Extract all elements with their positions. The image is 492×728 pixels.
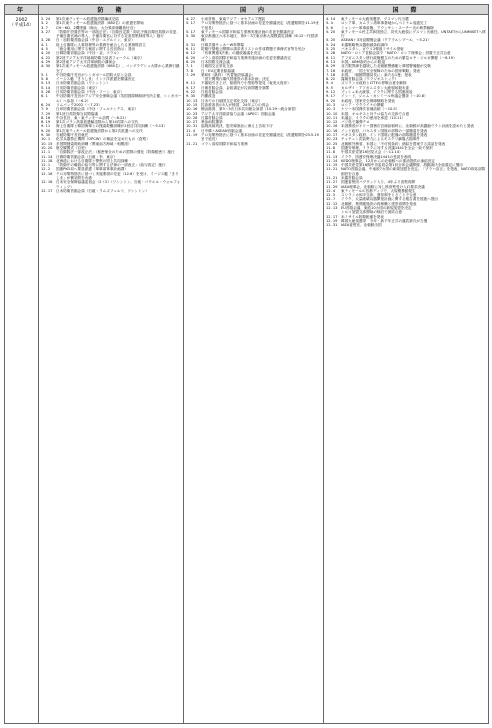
event-text: リムパック2002（～7.23） (56, 102, 102, 107)
event-text: 日米防衛首脳会談（ワシントン） (56, 81, 110, 86)
year-cell (5, 15, 39, 724)
event-text: 日米防衛首脳会談（石破・ラムズフェルド、ワシントン） (56, 188, 149, 193)
event-date: 9. 5 (326, 85, 333, 90)
event-text: イラク、大量破壊兵器開発計画に関する報告書を国連へ提出 (341, 197, 438, 202)
event-text: 拉致被害者の5人が帰国、24年ぶりの再会 (201, 102, 269, 107)
event-date: 5. 8 (41, 77, 48, 82)
event-date: 10. 3 (326, 102, 336, 107)
event-text: 米国務省がケリー国務次官補訪朝時に、北朝鮮が高濃縮ウラン計画を認めたと発表 (341, 124, 474, 129)
event-text: NATO首脳会議、中東欧7カ国の新規加盟を決定。「プラハ宣言」を発表、NATO即応部隊創設を合意 (341, 167, 486, 176)
event-text: 中谷防衛庁長官がアジア安全保障会議（英国国際戦略研究所主催、シンガポール）へ参加（～6.2） (56, 94, 182, 103)
event-date: 5. 4 (326, 21, 333, 26)
event-date: 12. 7 (326, 197, 336, 202)
event-text: 北海道における自衛隊と警察の図上共同訓練 (56, 158, 128, 163)
defense-event (39, 64, 183, 73)
event-text: アフガニスタン移行政権樹立のための緊急ロヤ・ジルガ開催（～6.19） (341, 55, 457, 60)
header-defense: 防 衛 (39, 5, 184, 15)
event-date: 10. 10 (326, 111, 338, 116)
defense-event (39, 180, 183, 189)
event-text: イージス艦「きりしま」インド洋派遣を閣議決定 (56, 77, 135, 82)
event-text: 日英防衛首脳会談（中谷・フーン、東京） (56, 90, 124, 95)
event-date: 4. 1 (41, 42, 48, 47)
body-row (5, 15, 489, 724)
defense-event (39, 172, 183, 181)
event-date: 8. 19 (41, 120, 51, 125)
event-text: 不審船引き上げ、船舶内で小型船等発見（奄美大島沖） (201, 81, 291, 86)
event-text: 中谷長官、東・東ティモール訪問（～8.21） (56, 115, 129, 120)
event-date: 12. 5 (326, 193, 336, 198)
defense-event (39, 94, 183, 103)
event-text: 東ティモール大統領選挙、グスマン氏当選 (341, 17, 409, 21)
event-date: 11. 27 (326, 180, 338, 185)
event-date: 9. 17 (186, 85, 196, 90)
year-era: （平成14） (9, 23, 34, 29)
event-text: 「自衛隊法一部改正法」（秘密保全のための罰則の強化（防衛秘密））施行 (56, 150, 175, 155)
event-date: 10. 12 (326, 120, 338, 125)
event-text: 国連安保理、イラクに対する決議1441を全会一致で採択 (341, 145, 433, 150)
event-date: 6. 29 (326, 64, 336, 69)
event-text: 米議会、イラクの使用を承認（10.11） (341, 115, 406, 120)
event-text: 横浜港湾、第3～5次日米共同統合演習（10.29～統合演習） (201, 107, 299, 112)
event-text: 米露戦略核兵器削減条約調印 (341, 42, 388, 47)
event-text: インド政府、パキスタン国境の部隊の一部撤退を発表 (341, 128, 428, 133)
event-text: 日米安全保障協議委員会（2＋2）（ワシントン、石破・パウエル・ウォルフォウィッツ） (56, 180, 181, 189)
domestic-event (184, 34, 323, 43)
event-text: ケリー米国務次官補訪朝（～10.5） (341, 107, 400, 112)
event-date: 5. 17 (186, 29, 196, 34)
event-date: 10. 23 (326, 137, 338, 142)
event-date: 10. 26 (186, 115, 198, 120)
event-text: カルザイ・アフガニスタン大統領暗殺未遂 (341, 85, 409, 90)
event-date: 11. 14 (41, 154, 53, 159)
event-date: 10. 3 (326, 107, 336, 112)
event-text: ゴラン高原国際平和協力業務 (201, 141, 248, 146)
event-text: ズリランカ政府とLTTEの停戦合意を解除 (341, 81, 407, 86)
event-text: イラク、国連安保理決議1441の受諾を表明 (341, 154, 412, 159)
event-date: 10. 13 (186, 98, 198, 103)
event-text: 東ティモールの首都ディリで、大規模暴動発生 (341, 188, 416, 193)
event-text: 中谷防衛庁長官がシンガポール国防大臣と会談 (56, 72, 132, 77)
event-date: 9. 20 (41, 128, 51, 133)
event-text: 第2回東アジア太平洋軍病院の講演会 (56, 59, 116, 64)
event-text: 航空観閲式（百里） (56, 145, 89, 150)
event-text: 第2回アジア太平洋地域防衛当局者フォーラム（東京） (56, 55, 145, 60)
event-text: 米露首脳会談 (341, 175, 363, 180)
event-text: 小泉首相、東南アジア・オセアニア歴訪 (201, 17, 266, 21)
event-text: 国連PKO局へ要員派遣（軍事部軍事計画課） (56, 167, 128, 172)
event-date: 6. 13 (326, 59, 336, 64)
event-text: 日・加防衛首脳会談（中谷・エグルトン、東京） (56, 38, 135, 43)
event-text: 第1回日英防衛当局間協議 (56, 111, 98, 116)
event-text: 東京都港区六本木地区、第5～7次東京都大規模震災訓練（6.12～代替訓練） (201, 34, 318, 43)
domestic-event (184, 142, 323, 146)
event-date: 10. 11 (326, 115, 338, 120)
event-date: 4. 22 (41, 55, 51, 60)
event-text: 北朝鮮、核関連施設の再稼働と建設再開を発表 (341, 201, 417, 206)
defense-column (39, 15, 184, 724)
event-date: 7. 9 (41, 107, 48, 112)
event-date: 10. 17 (326, 133, 338, 138)
domestic-event (184, 21, 323, 30)
event-text: ブッシュ米大統領、イラクに関する国連演説 (341, 90, 413, 95)
event-date: 12. 12 (326, 201, 338, 206)
event-date: 5. 1 (41, 72, 48, 77)
event-date: 10. 27 (186, 120, 198, 125)
event-date: 5. 20 (326, 29, 336, 34)
event-text: 福岡高裁判決、慰安婦訴訟に係る上告取下げ (201, 124, 273, 129)
event-date: 9. 30 (41, 133, 51, 138)
event-text: ロシア・ウクライナの開催 (341, 102, 385, 107)
event-date: 6. 1 (41, 94, 48, 99)
event-date: 10. 20 (41, 145, 53, 150)
event-date: 11. 18 (41, 158, 53, 163)
event-date: 11. 8 (326, 145, 336, 150)
event-text: 日欧首脳会談 (201, 90, 223, 95)
event-text: 日・EU定期首脳協議 (201, 68, 235, 73)
event-date: 10. 15 (186, 102, 198, 107)
event-text: テロ対策特措法に基づく基本計画の変更を閣議決定（派遣期間を03.5.19まで延長） (201, 133, 319, 142)
event-text: スリランカ和平交渉、連邦制をとることで合意 (341, 193, 417, 198)
event-text: アジア太平洋経済協力会議（APEC）首脳会議 (201, 111, 275, 116)
event-text: CH－6D、2機墜落（館山、大分県沖縁離島付近） (56, 25, 137, 30)
event-text: 衆参両院選挙 (201, 120, 223, 125)
event-date: 12. 17 (41, 188, 53, 193)
event-date: 11. 13 (326, 154, 338, 159)
event-text: 「防衛庁設置法等の一部改正法」（自衛官定数・即応予備自衛官員数の変更、予備自衛官補の導入、予備自衛官に対する災害招集制度導入）施行 (56, 29, 180, 39)
event-text: 東ティモール民主共和国独立、初代大統領にグスマン氏就任。UNTAETからUNMISETへ移行 (341, 29, 486, 39)
event-text: KEDO理事会、12月からの北朝鮮への重油提供の凍結決定 (341, 158, 435, 163)
event-date: 9. 11 (186, 81, 196, 86)
event-text: EU首脳会議、東欧10カ国の新規加盟を決定 (341, 206, 412, 211)
event-text: ゴラン高原国際平和協力業務実施計画の変更を閣議決定 (201, 55, 291, 60)
event-date: 3. 28 (41, 38, 51, 43)
event-text: ミャンマー軍事政権、アウンサン・スーチー氏の軟禁解除 (341, 25, 435, 30)
event-text: 米ミサイル防衛配備を発表 (341, 214, 384, 219)
event-text: 日朝国交正常化交渉 (201, 64, 234, 69)
event-date: 5. 31 (186, 42, 196, 47)
event-text: 日米での日朝国交正常化交渉（東京） (201, 98, 263, 103)
event-text: 中国共産党第16回党大会（～11.14） (341, 150, 403, 155)
event-text: ロシア軍、カムラン湾軍事基地からベトナム返還完了 (341, 21, 428, 26)
event-text: パキスタン、ガウリ2弾道ミサイル発射 (341, 47, 404, 52)
event-text: 米国、「朝鮮問題局長に」新たな1隻」発表 (341, 72, 412, 77)
header-year: 年 (5, 5, 39, 15)
defense-event (39, 189, 183, 193)
event-text: 多国間捜索救助訓練（関東南方海域・相模湾） (56, 141, 132, 146)
event-text: テロ対策特措法に基づく実施要項の変更（12.6）を受け、イージス艦「きりしま」が横須賀を出港 (56, 171, 179, 180)
event-text: 北朝鮮外務省、米国に「不可侵条約」締結を提案する談話を発表 (341, 141, 446, 146)
event-date: 7. 16 (326, 68, 336, 73)
event-text: 米政府、国家安全保障戦略を発表 (341, 98, 395, 103)
event-text: トルコ加盟交渉開始の検討で最終合意 (341, 210, 403, 215)
international-column (324, 15, 489, 724)
event-date: 7. 8 (186, 68, 193, 73)
year-value: 2002 (15, 18, 28, 23)
event-date: 3. 7 (41, 25, 48, 30)
event-text: パキスタン政府、インド国境に配備の部隊撤退を発表 (341, 133, 428, 138)
event-text: NATO－ロシア首脳会談で「NATO・ロシア理事会」設置で正式合意 (341, 51, 451, 56)
event-date: 10. 16 (326, 128, 338, 133)
event-date: 3. 27 (41, 29, 51, 34)
event-date: 7. 29 (186, 72, 196, 77)
event-text: ASEAN＋3対話閣僚会議（クアラルンプール、～5.21） (341, 38, 432, 43)
event-text: 露朝首脳会談（ウラジオストック） (341, 77, 399, 82)
international-event (324, 167, 488, 176)
event-text: 日露首脳会談 (201, 115, 223, 120)
header-domestic: 国 内 (184, 5, 324, 15)
event-date: 12. 16 (41, 180, 53, 185)
event-text: 日英防衛首脳会談（東京） (56, 85, 100, 90)
event-date: 12. 19 (326, 218, 338, 223)
event-text: 北方限界線を越境した北朝鮮警備艇と韓国警備艇が交戦 (341, 64, 431, 69)
event-date: 11. 21 (186, 141, 198, 146)
event-text: 第8回（最終）「代替施設協議会」 (201, 72, 256, 77)
event-date: 11. 1 (41, 150, 51, 155)
event-date: 10. 16 (326, 124, 338, 129)
event-date: 9. 11 (41, 124, 51, 129)
event-text: 第1次ゴラン高原派遣輸送隊から第14次隊への交代 (56, 120, 139, 125)
header-row (5, 5, 489, 15)
event-text: IAEA理事会、北朝鮮に対し核查察受け入れ要求決議 (341, 184, 425, 189)
domestic-event (184, 133, 323, 142)
event-date: 6. 24 (41, 102, 51, 107)
event-text: 国連査察団バグダッド入り、4年ぶり査察再開 (341, 180, 416, 185)
event-date: 9. 22 (186, 90, 196, 95)
event-date: 4. 14 (326, 17, 336, 21)
event-text: 日韓防衛首脳会談（石破・李、東京） (56, 154, 118, 159)
event-date: 4. 30 (41, 64, 51, 69)
event-date: 11. 14 (326, 158, 338, 163)
event-text: 日印防衛首脳会談（中谷・フェルナンデス、東京） (56, 107, 139, 112)
event-text: 「普天間飛行場代替施設の基本計画」決定 (201, 77, 270, 82)
event-text: 米国、キルギスと対テロ協力の交渉で合意 (341, 111, 410, 116)
event-date: 7. 29 (41, 111, 51, 116)
event-date: 8. 22 (326, 77, 336, 82)
event-text: 内閣改造 (201, 94, 216, 99)
chronology-table (4, 4, 489, 724)
event-date: 7. 1 (186, 64, 193, 69)
international-event (324, 223, 488, 227)
event-text: 第1次東ティモール派遣施設群から第2次派遣への交代 (56, 128, 143, 133)
event-text: 「統合運用に関する検討に関する長官指示」発出 (56, 47, 136, 52)
event-date: 8. 16 (41, 115, 51, 120)
event-text: 「防衛庁の職員の給与等に関する法律の一部改正」（給与改定）施行 (56, 163, 166, 168)
event-text: イン・ド、ジャム・カシミール州議会選挙（～10.8） (341, 94, 428, 99)
event-date: 6. 12 (186, 51, 196, 56)
event-date: 12. 16 (41, 171, 53, 176)
event-date: 11. 21 (326, 167, 338, 172)
event-date: 10. 16 (186, 107, 198, 112)
event-date: 12. 31 (326, 223, 338, 228)
event-date: 12. 1 (41, 163, 51, 168)
event-text: 化学兵器禁止機関（OPCW）の検証を定めたもの（査察） (56, 137, 150, 142)
event-text: チェチェン武装勢力によるモスクワ劇場占拠事件 (341, 137, 420, 142)
event-text: 米国、ABM条約からの脱退 (341, 59, 385, 64)
event-date: 9. 30 (186, 94, 196, 99)
event-text: 第1次東ティモール派遣施設群（680名）の派遣を開始 (56, 21, 144, 26)
event-date: 5. 13 (41, 81, 51, 86)
event-date: 11. 19 (186, 133, 198, 138)
event-text: 日本国際交流会議 (201, 59, 230, 64)
event-date: 10. 23 (186, 111, 198, 116)
event-date: 10. 31 (186, 124, 198, 129)
event-date: 5. 6 (326, 25, 333, 30)
event-date: 11. 8 (326, 150, 336, 155)
event-date: 12. 17 (326, 214, 338, 219)
event-date: 5. 14 (41, 85, 51, 90)
event-text: 第1次東ティモール派遣施設群（680名）、バングラデシュ大隊から業務引継完了 (56, 64, 180, 73)
event-text: バリ島で爆弾テロ (341, 120, 370, 125)
event-date: 9. 17 (326, 94, 336, 99)
event-date: 10. 1 (41, 137, 51, 142)
event-date: 6. 20 (186, 55, 196, 60)
event-text: 海上自衛隊と韓国海軍との捜索救難訓練が2回目共同訓練（～9.13） (56, 124, 167, 129)
event-text: IAEA査察官、北朝鮮出国 (341, 223, 382, 228)
event-text: 「有事関連3法案」の継続審議を決定 (201, 51, 261, 56)
event-date: 4. 29 (41, 59, 51, 64)
event-date: 7. 18 (326, 72, 336, 77)
event-date: 11. 29 (326, 184, 338, 189)
event-date: 5. 25 (326, 47, 336, 52)
event-date: 5. 28 (41, 90, 51, 95)
event-date: 4. 27 (186, 17, 196, 21)
event-date: 6. 25 (186, 59, 196, 64)
event-date: 5. 17 (186, 21, 196, 26)
event-date: 2. 24 (41, 17, 51, 21)
event-text: 韓国大統領選挙 今年・新千年正式の盧武鉉氏が当選 (341, 218, 428, 223)
event-text: テロ対策特措法に基づく基本計画の変更を閣議決定（派遣期間を11.19まで延長） (201, 21, 320, 30)
event-text: 東ティモール国際平和協力業務実施計画の変更を閣議決定 (201, 29, 294, 34)
header-international: 国 際 (324, 5, 489, 15)
event-date: 10. 25 (326, 141, 338, 146)
event-text: 防衛庁情報公開開示請求者リストの作成問題で事務次官等を処分 (201, 47, 306, 52)
event-date: 6. 11 (326, 55, 336, 60)
event-date: 3. 2 (41, 21, 48, 26)
event-date: 5. 20 (326, 38, 336, 43)
event-date: 12. 13 (326, 206, 338, 211)
event-text: 第1次東ティモール派遣施設群編成完結 (56, 17, 119, 21)
event-date: 9. 20 (326, 98, 336, 103)
event-date: 11. 21 (326, 175, 338, 180)
event-date: 9. 4 (326, 81, 333, 86)
event-text: 陸上自衛隊に人事管理等の業務を統合したる業務隊設立 (56, 42, 146, 47)
event-text: 日中韓＋ASEAN首脳会議 (201, 128, 242, 133)
event-date: 12. 2 (41, 167, 51, 172)
event-date: 5. 24 (326, 42, 336, 47)
event-date: 5. 28 (326, 51, 336, 56)
event-text: 石破防衛庁長官就任 (56, 133, 89, 138)
domestic-column (184, 15, 324, 724)
event-date: 4. 5 (41, 47, 48, 52)
event-date: 9. 12 (326, 90, 336, 95)
event-text: 米政府、「国土安全保障のための国家戦略」発表 (341, 68, 421, 73)
event-text: 日韓共催サッカーW杯開幕 (201, 42, 245, 47)
event-date: 6. 11 (186, 47, 196, 52)
event-date: 4. 20 (41, 51, 51, 56)
event-date: 11. 15 (326, 163, 338, 168)
event-date: 5. 30 (186, 34, 196, 39)
event-date: 12. 4 (326, 188, 336, 193)
event-date: 11. 4 (186, 128, 196, 133)
event-text: 中国共産党第16期中央委員会第1回全体会議開催、胡錦濤氏を総書記に選出 (341, 163, 463, 168)
event-text: 日朝首脳会談、金総書記が拉致問題を謝罪 (201, 85, 270, 90)
event-date: 10. 15 (41, 141, 53, 146)
event-text: 日韓防衛首脳会談（中谷・金、ソウル） (56, 51, 121, 56)
